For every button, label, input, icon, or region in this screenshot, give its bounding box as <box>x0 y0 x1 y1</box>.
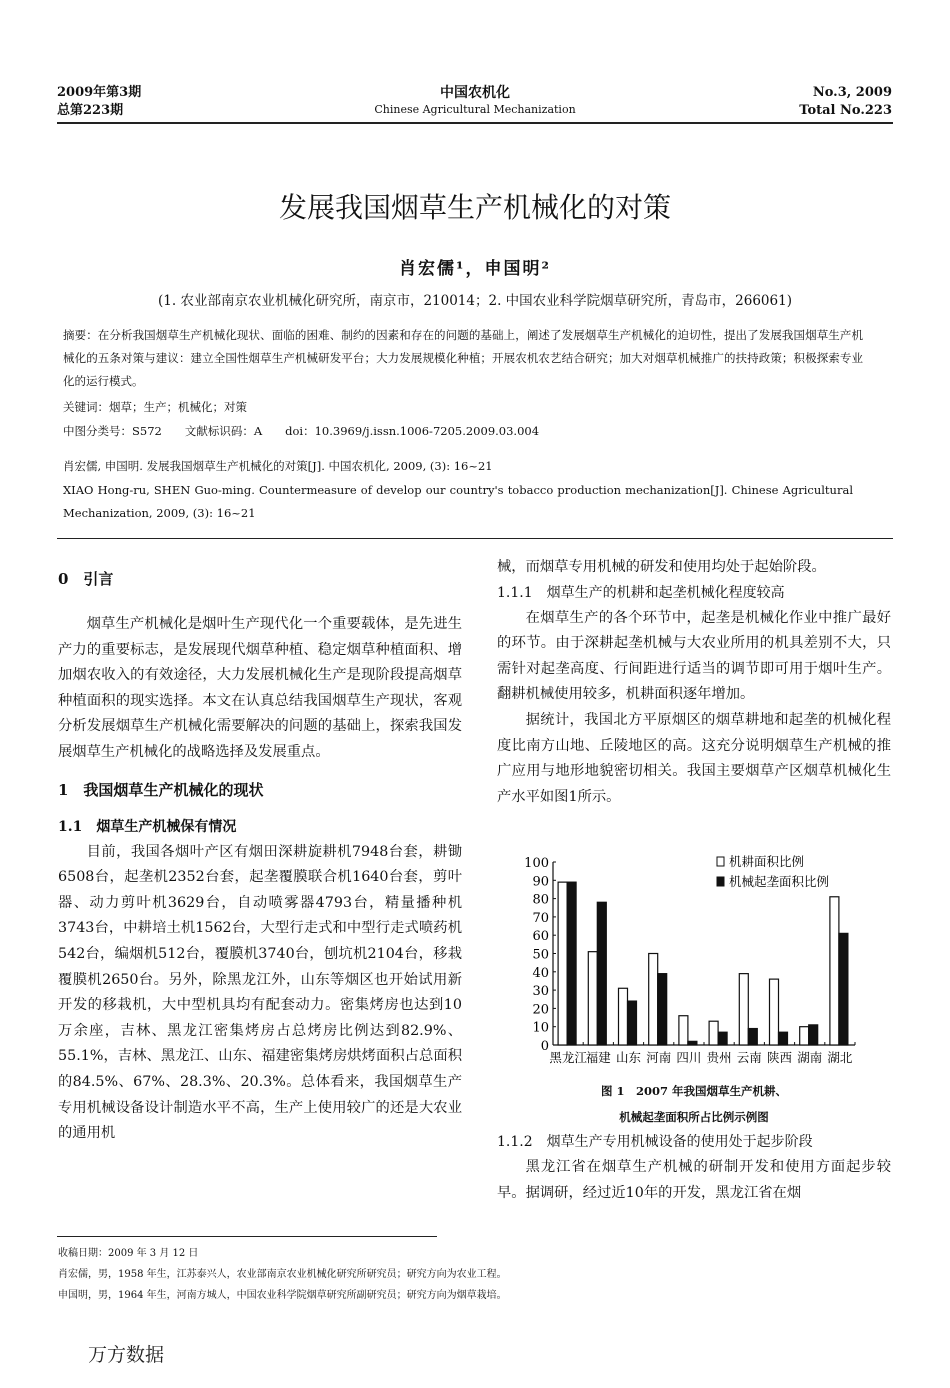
bar-ridging <box>809 1025 818 1045</box>
y-tick-label: 40 <box>532 965 549 981</box>
footnotes <box>58 1243 507 1306</box>
abstract-rule <box>57 538 893 539</box>
classification: 中图分类号：S572 文献标识码：A doi：10.3969/j.issn.1006-7205.2009.03.004 <box>63 424 540 438</box>
bar-tillage <box>770 979 779 1045</box>
x-tick-label: 山东 <box>615 1050 642 1065</box>
citation-cn: 肖宏儒, 申国明. 发展我国烟草生产机械化的对策[J]. 中国农机化, 2009, (3): 16~21 <box>63 459 493 473</box>
right-column-bottom <box>497 1130 891 1206</box>
issue-number-en: No.3, 2009 <box>812 85 892 100</box>
y-tick-label: 100 <box>524 856 549 871</box>
legend-label: 机耕面积比例 <box>729 854 805 869</box>
paragraph: 目前，我国各烟叶产区有烟田深耕旋耕机7948台套，耕锄6508台，起垄机2352台套，起垄覆膜联合机1640台套，剪叶器、动力剪叶机3629台，自动喷雾器4793台，精量播种机3743台，中耕培土机1562台，大型行走式和中型行走式喷药机542台，编烟机512台，覆膜机3740台，刨坑机2104台，移栽覆膜机2650台。另外，除黑龙江外，山东等烟区也开始试用新开发的移栽机，大中型机具均有配套动力。密集烤房也达到10万余座，吉林、黑龙江密集烤房占总烤房比例达到82.9%、55.1%，吉林、黑龙江、山东、福建密集烤房烘烤面积占总面积的84.5%、67%、28.3%、20.3%。总体看来，我国烟草生产专用机械设备设计制造水平不高，生产上使用较广的还是大农业的通用机 <box>58 843 462 1142</box>
bar-ridging <box>748 1029 757 1045</box>
citation-en: XIAO Hong-ru, SHEN Guo-ming. Countermeasure of develop our country's tobacco production mechanization[J]. Chinese Agricultural Mechanization, 2009, (3): 16~21 <box>63 483 853 520</box>
bar-ridging <box>718 1032 727 1045</box>
caption-line: 图 1 2007 年我国烟草生产机耕、 <box>600 1084 787 1098</box>
bar-tillage <box>830 897 839 1045</box>
right-column <box>497 555 891 810</box>
keywords: 关键词：烟草；生产；机械化；对策 <box>63 400 247 414</box>
section-heading: 0 引言 <box>58 570 114 588</box>
y-tick-label: 60 <box>532 929 549 945</box>
legend-swatch <box>717 877 724 886</box>
bar-ridging <box>658 974 667 1045</box>
paragraph: 在烟草生产的各个环节中，起垄是机械化作业中推广最好的环节。由于深耕起垄机械与大农业所用的机具差别不大，只需针对起垄高度、行间距进行适当的调节即可用于烟叶生产。翻耕机械使用较多，机耕面积逐年增加。 <box>497 609 891 703</box>
x-tick-label: 河南 <box>646 1050 672 1065</box>
paragraph: 黑龙江省在烟草生产机械的研制开发和使用方面起步较早。据调研，经过近10年的开发，黑龙江省在烟 <box>497 1159 891 1201</box>
subsection-heading: 1.1 烟草生产机械保有情况 <box>58 818 237 835</box>
figure-caption <box>497 1078 891 1130</box>
x-tick-label: 贵州 <box>706 1050 732 1065</box>
y-tick-label: 30 <box>532 984 549 1000</box>
paragraph: 械，而烟草专用机械的研发和使用均处于起始阶段。 <box>497 559 826 575</box>
journal-name-en: Chinese Agricultural Mechanization <box>374 103 576 116</box>
x-tick-label: 黑龙江 <box>549 1050 587 1065</box>
bar-ridging <box>839 933 848 1045</box>
subsection-heading: 1.1.1 烟草生产的机耕和起垄机械化程度较高 <box>497 584 785 601</box>
paragraph: 烟草生产机械化是烟叶生产现代化一个重要载体，是先进生产力的重要标志，是发展现代烟草种植、稳定烟草种植面积、增加烟农收入的有效途径，大力发展机械化生产是现阶段提高烟草种植面积的现实选择。本文在认真总结我国烟草生产现状，客观分析发展烟草生产机械化需要解决的问题的基础上，探索我国发展烟草生产机械化的战略选择及发展重点。 <box>58 616 462 760</box>
bar-tillage <box>558 882 567 1045</box>
footnote: 收稿日期：2009 年 3 月 12 日 <box>58 1248 199 1259</box>
header-rule <box>57 122 893 124</box>
bar-tillage <box>679 1016 688 1045</box>
bar-tillage <box>649 954 658 1046</box>
watermark: 万方数据 <box>88 1344 165 1366</box>
bar-tillage <box>800 1027 809 1045</box>
total-issue-en: Total No.223 <box>799 103 892 118</box>
bar-tillage <box>739 974 748 1045</box>
x-tick-label: 陕西 <box>766 1050 793 1065</box>
bar-chart <box>495 850 865 1080</box>
x-tick-label: 湖南 <box>797 1050 823 1065</box>
legend-swatch <box>717 857 724 866</box>
y-tick-label: 10 <box>532 1020 549 1036</box>
abstract: 摘要：在分析我国烟草生产机械化现状、面临的困难、制约的因素和存在的问题的基础上，阐述了发展烟草生产机械化的迫切性，提出了发展我国烟草生产机械化的五条对策与建议：建立全国性烟草生产机械研发平台；大力发展规模化种植；开展农机农艺结合研究；加大对烟草机械推广的扶持政策；积极探索专业化的运行模式。 <box>63 328 863 388</box>
x-tick-label: 湖北 <box>827 1050 853 1065</box>
issue-number: 2009年第3期 <box>57 85 142 100</box>
footnote: 申国明，男，1964 年生，河南方城人，中国农业科学院烟草研究所副研究员；研究方向为烟草栽培。 <box>58 1290 507 1301</box>
authors: 肖宏儒¹，申国明² <box>399 259 551 279</box>
journal-name <box>350 84 600 118</box>
paper-title: 发展我国烟草生产机械化的对策 <box>278 191 671 224</box>
x-tick-label: 云南 <box>736 1050 762 1065</box>
bar-ridging <box>628 1001 637 1045</box>
bar-ridging <box>567 882 576 1045</box>
bar-tillage <box>588 952 597 1045</box>
y-tick-label: 20 <box>532 1002 549 1018</box>
bar-tillage <box>619 988 628 1045</box>
y-tick-label: 90 <box>532 874 549 890</box>
caption-line: 机械起垄面积所占比例示例图 <box>619 1110 769 1124</box>
footnote: 肖宏儒，男，1958 年生，江苏泰兴人，农业部南京农业机械化研究所研究员；研究方向为农业工程。 <box>58 1269 507 1280</box>
left-column <box>58 567 462 1147</box>
y-tick-label: 70 <box>532 910 549 926</box>
footnote-rule <box>57 1236 437 1237</box>
paragraph: 据统计，我国北方平原烟区的烟草耕地和起垄的机械化程度比南方山地、丘陵地区的高。这充分说明烟草生产机械的推广应用与地形地貌密切相关。我国主要烟草产区烟草机械化生产水平如图1所示。 <box>497 711 891 805</box>
journal-name-cn: 中国农机化 <box>440 85 510 101</box>
total-issue: 总第223期 <box>57 103 124 118</box>
issue-info-en <box>799 84 892 120</box>
bar-ridging <box>688 1041 697 1045</box>
section-heading: 1 我国烟草生产机械化的现状 <box>58 780 264 799</box>
bar-tillage <box>709 1021 718 1045</box>
y-tick-label: 50 <box>532 947 549 963</box>
y-tick-label: 0 <box>540 1039 549 1054</box>
issue-info <box>57 84 141 120</box>
legend-label: 机械起垄面积比例 <box>729 874 830 889</box>
bar-ridging <box>597 902 606 1045</box>
affiliations: (1. 农业部南京农业机械化研究所，南京市，210014；2. 中国农业科学院烟草研究所，青岛市，266061) <box>158 293 792 309</box>
x-tick-label: 福建 <box>585 1050 611 1065</box>
subsection-heading: 1.1.2 烟草生产专用机械设备的使用处于起步阶段 <box>497 1134 813 1150</box>
x-tick-label: 四川 <box>676 1050 702 1065</box>
y-tick-label: 80 <box>532 892 549 908</box>
bar-ridging <box>779 1032 788 1045</box>
